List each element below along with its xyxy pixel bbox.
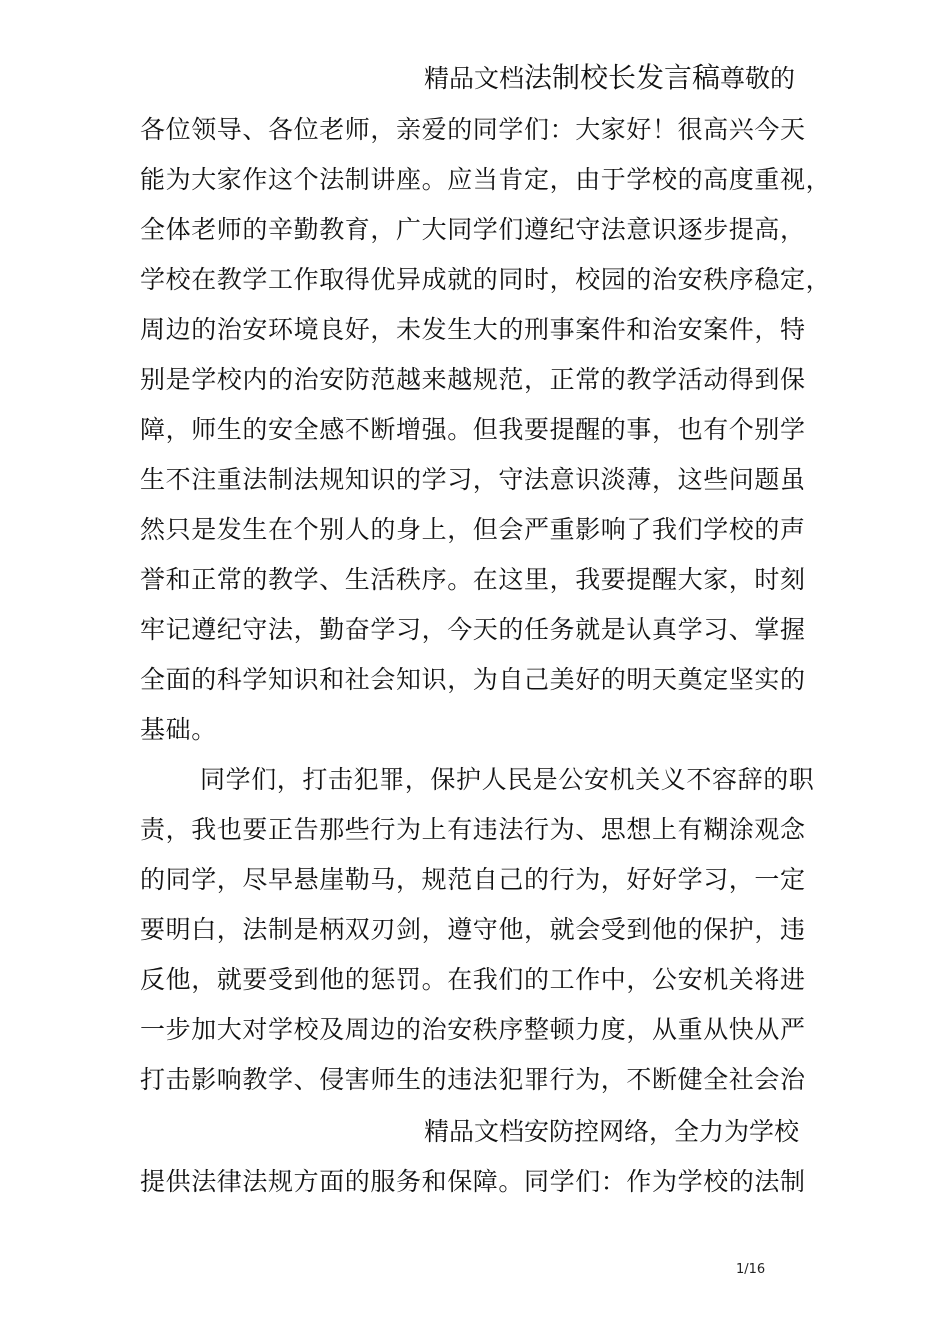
text-line: 能为大家作这个法制讲座。应当肯定，由于学校的高度重视，: [140, 165, 832, 194]
paragraph-first-line: 同学们，打击犯罪，保护人民是公安机关义不容辞的职: [200, 765, 815, 794]
text-line: 别是学校内的治安防范越来越规范，正常的教学活动得到保: [140, 365, 806, 394]
header-prefix: 精品文档: [424, 64, 525, 93]
text-line: 责，我也要正告那些行为上有违法行为、思想上有糊涂观念: [140, 815, 806, 844]
text-line: 反他，就要受到他的惩罚。在我们的工作中，公安机关将进: [140, 965, 806, 994]
text-line: 然只是发生在个别人的身上，但会严重影响了我们学校的声: [140, 515, 806, 544]
page-number: 1/16: [736, 1262, 766, 1277]
document-title: 法制校长发言稿: [524, 61, 721, 94]
text-line: 一步加大对学校及周边的治安秩序整顿力度，从重从快从严: [140, 1015, 806, 1044]
text-line: 打击影响教学、侵害师生的违法犯罪行为，不断健全社会治: [140, 1065, 806, 1094]
text-line: 的同学，尽早悬崖勒马，规范自己的行为，好好学习，一定: [140, 865, 806, 894]
text-line: 牢记遵纪守法，勤奋学习，今天的任务就是认真学习、掌握: [140, 615, 806, 644]
header-suffix: 尊敬的: [720, 64, 796, 93]
page-header: [424, 58, 795, 99]
text-line: 全体老师的辛勤教育，广大同学们遵纪守法意识逐步提高，: [140, 215, 806, 244]
text-line: 全面的科学知识和社会知识，为自己美好的明天奠定坚实的: [140, 665, 806, 694]
text-line: 基础。: [140, 715, 217, 744]
text-line: 学校在教学工作取得优异成就的同时，校园的治安秩序稳定，: [140, 265, 832, 294]
text-line: 障，师生的安全感不断增强。但我要提醒的事，也有个别学: [140, 415, 806, 444]
text-line: 周边的治安环境良好，未发生大的刑事案件和治安案件，特: [140, 315, 806, 344]
text-line: 生不注重法制法规知识的学习，守法意识淡薄，这些问题虽: [140, 465, 806, 494]
text-line: 各位领导、各位老师，亲爱的同学们：大家好！很高兴今天: [140, 115, 806, 144]
text-line: 誉和正常的教学、生活秩序。在这里，我要提醒大家，时刻: [140, 565, 806, 594]
text-line: 提供法律法规方面的服务和保障。同学们：作为学校的法制: [140, 1167, 806, 1196]
text-line: 要明白，法制是柄双刃剑，遵守他，就会受到他的保护，违: [140, 915, 806, 944]
repeated-header-line: 精品文档安防控网络，全力为学校: [424, 1117, 800, 1146]
